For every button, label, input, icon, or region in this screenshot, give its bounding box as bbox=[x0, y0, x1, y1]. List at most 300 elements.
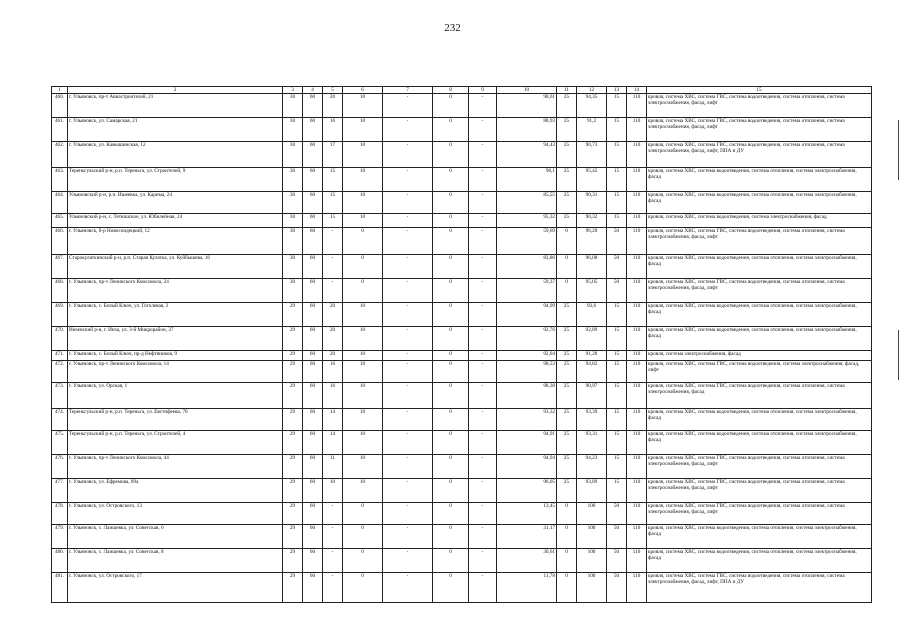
col-9: - bbox=[469, 525, 497, 549]
col-9: - bbox=[469, 383, 497, 409]
row-number: 463. bbox=[52, 168, 68, 192]
col-10: 98,38 bbox=[497, 383, 557, 409]
col-6: 0 bbox=[343, 255, 383, 279]
col-6: 10 bbox=[343, 142, 383, 168]
column-number: 8 bbox=[433, 87, 469, 94]
col-11: 25 bbox=[557, 409, 577, 431]
col-14: 110 bbox=[627, 573, 647, 603]
col-7: - bbox=[383, 214, 433, 228]
col-12: 94,35 bbox=[577, 94, 607, 118]
column-number: 5 bbox=[323, 87, 343, 94]
table-row bbox=[52, 228, 872, 255]
col-7: - bbox=[383, 94, 433, 118]
col-3: 29 bbox=[283, 303, 303, 327]
col-12: 91,28 bbox=[577, 351, 607, 361]
col-13: 15 bbox=[607, 455, 627, 479]
row-number: 479. bbox=[52, 525, 68, 549]
address: г. Ульяновск, пр-т Ленинского Комсомола, 44 bbox=[68, 455, 283, 479]
col-5: 17 bbox=[323, 142, 343, 168]
col-8: 0 bbox=[433, 361, 469, 383]
col-11: 0 bbox=[557, 573, 577, 603]
row-number: 460. bbox=[52, 94, 68, 118]
col-6: 10 bbox=[343, 303, 383, 327]
col-14: 110 bbox=[627, 303, 647, 327]
col-3: 30 bbox=[283, 118, 303, 142]
works-list: кровля, система ХВС, система ГВС, система водоотведения, система отопления, система электроснабжения, фасад, лифт bbox=[647, 479, 872, 503]
column-number: 2 bbox=[68, 87, 283, 94]
col-8: 0 bbox=[433, 479, 469, 503]
col-8: 0 bbox=[433, 192, 469, 214]
col-14: 110 bbox=[627, 549, 647, 573]
col-3: 30 bbox=[283, 94, 303, 118]
col-11: 25 bbox=[557, 94, 577, 118]
col-10: 59,37 bbox=[497, 279, 557, 303]
works-list: кровля, система ХВС, система ГВС, система водоотведения, система отопления, система электроснабжения, фасад, лифт bbox=[647, 503, 872, 525]
address: г. Ульяновск, ул. Островского, 17 bbox=[68, 573, 283, 603]
col-8: 0 bbox=[433, 573, 469, 603]
col-3: 30 bbox=[283, 279, 303, 303]
table-row bbox=[52, 361, 872, 383]
works-list: кровля, система ХВС, система водоотведения, система отопления, система электроснабжения, фасад bbox=[647, 525, 872, 549]
col-9: - bbox=[469, 573, 497, 603]
col-6: 10 bbox=[343, 383, 383, 409]
row-number: 475. bbox=[52, 431, 68, 455]
col-5: 14 bbox=[323, 431, 343, 455]
address: г. Ульяновск, ул. Островского, 13 bbox=[68, 503, 283, 525]
col-8: 0 bbox=[433, 142, 469, 168]
column-number: 10 bbox=[497, 87, 557, 94]
address: г. Ульяновск, б-р Новосондецкий, 12 bbox=[68, 228, 283, 255]
works-list: кровля, система ХВС, система водоотведения, система электроснабжения, фасад bbox=[647, 214, 872, 228]
works-list: кровля, система ХВС, система ГВС, система водоотведения, система отопления, система электроснабжения, фасад, лифт, ППА и ДУ bbox=[647, 142, 872, 168]
col-6: 10 bbox=[343, 351, 383, 361]
col-14: 110 bbox=[627, 192, 647, 214]
works-list: кровля, система ХВС, система водоотведения, система отопления, система электроснабжения, фасад bbox=[647, 549, 872, 573]
row-number: 472. bbox=[52, 361, 68, 383]
col-4: 60 bbox=[303, 431, 323, 455]
col-11: 25 bbox=[557, 118, 577, 142]
col-6: 10 bbox=[343, 192, 383, 214]
table-row bbox=[52, 383, 872, 409]
col-4: 60 bbox=[303, 573, 323, 603]
row-number: 478. bbox=[52, 503, 68, 525]
row-number: 477. bbox=[52, 479, 68, 503]
row-number: 467. bbox=[52, 255, 68, 279]
col-4: 60 bbox=[303, 549, 323, 573]
col-13: 15 bbox=[607, 409, 627, 431]
col-11: 25 bbox=[557, 192, 577, 214]
col-9: - bbox=[469, 255, 497, 279]
col-12: 100 bbox=[577, 503, 607, 525]
col-11: 25 bbox=[557, 383, 577, 409]
col-6: 10 bbox=[343, 118, 383, 142]
col-9: - bbox=[469, 94, 497, 118]
col-3: 30 bbox=[283, 192, 303, 214]
col-4: 60 bbox=[303, 503, 323, 525]
col-7: - bbox=[383, 455, 433, 479]
col-12: 92,89 bbox=[577, 327, 607, 351]
col-9: - bbox=[469, 279, 497, 303]
col-10: 92,04 bbox=[497, 351, 557, 361]
col-5: 11 bbox=[323, 455, 343, 479]
column-number: 1 bbox=[52, 87, 68, 94]
works-list: кровля, система ХВС, система ГВС, система водоотведения, система отопления, система электроснабжения, фасад, лифт bbox=[647, 455, 872, 479]
col-10: 93,32 bbox=[497, 409, 557, 431]
address: г. Ульяновск, ул. Камышинская, 12 bbox=[68, 142, 283, 168]
col-5: 16 bbox=[323, 361, 343, 383]
col-11: 25 bbox=[557, 214, 577, 228]
col-8: 0 bbox=[433, 383, 469, 409]
col-4: 60 bbox=[303, 168, 323, 192]
col-5: 16 bbox=[323, 118, 343, 142]
col-3: 29 bbox=[283, 409, 303, 431]
column-number: 7 bbox=[383, 87, 433, 94]
col-3: 29 bbox=[283, 573, 303, 603]
works-list: кровля, система ХВС, система ГВС, система водоотведения, система отопления, система электроснабжения, фасад, лифт bbox=[647, 94, 872, 118]
col-8: 0 bbox=[433, 214, 469, 228]
col-10: 94,43 bbox=[497, 142, 557, 168]
col-6: 10 bbox=[343, 327, 383, 351]
col-7: - bbox=[383, 192, 433, 214]
col-5: - bbox=[323, 503, 343, 525]
table-row bbox=[52, 351, 872, 361]
col-9: - bbox=[469, 479, 497, 503]
column-number: 14 bbox=[627, 87, 647, 94]
col-8: 0 bbox=[433, 168, 469, 192]
col-3: 29 bbox=[283, 455, 303, 479]
col-4: 60 bbox=[303, 303, 323, 327]
col-13: 50 bbox=[607, 255, 627, 279]
col-7: - bbox=[383, 479, 433, 503]
address: г. Ульяновск, с. Лаишевка, ул. Советская, 6 bbox=[68, 525, 283, 549]
col-11: 25 bbox=[557, 455, 577, 479]
col-12: 100 bbox=[577, 525, 607, 549]
col-8: 0 bbox=[433, 279, 469, 303]
col-4: 60 bbox=[303, 327, 323, 351]
col-14: 110 bbox=[627, 503, 647, 525]
col-5: 20 bbox=[323, 303, 343, 327]
col-5: 10 bbox=[323, 479, 343, 503]
works-list: кровля, система ХВС, система ГВС, система водоотведения, система электроснабжения, фасад, лифт bbox=[647, 361, 872, 383]
row-number: 465. bbox=[52, 214, 68, 228]
works-list: кровля, система ХВС, система водоотведения, система отопления, система электроснабжения, фасад bbox=[647, 409, 872, 431]
col-11: 25 bbox=[557, 361, 577, 383]
col-14: 110 bbox=[627, 142, 647, 168]
col-10: 96,1 bbox=[497, 168, 557, 192]
col-4: 60 bbox=[303, 351, 323, 361]
col-5: - bbox=[323, 279, 343, 303]
col-14: 110 bbox=[627, 168, 647, 192]
table-row bbox=[52, 409, 872, 431]
col-4: 60 bbox=[303, 479, 323, 503]
works-list: кровля, система электроснабжения, фасад bbox=[647, 351, 872, 361]
column-number: 4 bbox=[303, 87, 323, 94]
address: Тереньгульский р-н, р.п. Тереньга, ул. Строителей, 9 bbox=[68, 168, 283, 192]
col-12: 90,31 bbox=[577, 192, 607, 214]
col-12: 94,82 bbox=[577, 361, 607, 383]
col-5: - bbox=[323, 228, 343, 255]
col-5: 20 bbox=[323, 94, 343, 118]
register-table bbox=[51, 86, 872, 603]
table-row bbox=[52, 279, 872, 303]
col-13: 50 bbox=[607, 525, 627, 549]
col-13: 15 bbox=[607, 327, 627, 351]
row-number: 481. bbox=[52, 573, 68, 603]
col-4: 60 bbox=[303, 361, 323, 383]
table-row bbox=[52, 94, 872, 118]
col-6: 0 bbox=[343, 573, 383, 603]
col-5: - bbox=[323, 525, 343, 549]
col-8: 0 bbox=[433, 549, 469, 573]
col-13: 15 bbox=[607, 383, 627, 409]
col-12: 90,73 bbox=[577, 142, 607, 168]
row-number: 469. bbox=[52, 303, 68, 327]
col-14: 110 bbox=[627, 228, 647, 255]
row-number: 480. bbox=[52, 549, 68, 573]
col-7: - bbox=[383, 118, 433, 142]
col-3: 29 bbox=[283, 383, 303, 409]
scan-edge-mark bbox=[898, 330, 899, 380]
col-5: - bbox=[323, 255, 343, 279]
address: Ульяновский р-н, р.п. Ишеевка, ул. Карима, 24 bbox=[68, 192, 283, 214]
col-12: 100 bbox=[577, 573, 607, 603]
address: г. Ульяновск, ул. Самарская, 21 bbox=[68, 118, 283, 142]
column-number: 12 bbox=[577, 87, 607, 94]
col-11: 0 bbox=[557, 255, 577, 279]
table-row bbox=[52, 479, 872, 503]
col-14: 110 bbox=[627, 409, 647, 431]
col-13: 15 bbox=[607, 142, 627, 168]
row-number: 476. bbox=[52, 455, 68, 479]
address: г. Ульяновск, ул. Орская, 1 bbox=[68, 383, 283, 409]
col-3: 30 bbox=[283, 255, 303, 279]
table-row bbox=[52, 303, 872, 327]
col-10: 94,99 bbox=[497, 303, 557, 327]
col-4: 60 bbox=[303, 94, 323, 118]
col-14: 110 bbox=[627, 455, 647, 479]
col-12: 94,23 bbox=[577, 455, 607, 479]
works-list: кровля, система ХВС, система водоотведения, система отопления, система электроснабжения, фасад bbox=[647, 431, 872, 455]
col-8: 0 bbox=[433, 228, 469, 255]
col-3: 29 bbox=[283, 327, 303, 351]
col-5: 15 bbox=[323, 214, 343, 228]
address: г. Ульяновск, с. Белый Ключ, ул. Гоголевая, 2 bbox=[68, 303, 283, 327]
col-12: 96,28 bbox=[577, 228, 607, 255]
col-8: 0 bbox=[433, 351, 469, 361]
col-3: 29 bbox=[283, 431, 303, 455]
table-row bbox=[52, 431, 872, 455]
col-4: 60 bbox=[303, 279, 323, 303]
col-13: 15 bbox=[607, 192, 627, 214]
col-7: - bbox=[383, 303, 433, 327]
col-9: - bbox=[469, 214, 497, 228]
col-11: 25 bbox=[557, 479, 577, 503]
col-10: 30,61 bbox=[497, 549, 557, 573]
col-8: 0 bbox=[433, 327, 469, 351]
col-4: 60 bbox=[303, 409, 323, 431]
col-7: - bbox=[383, 549, 433, 573]
col-7: - bbox=[383, 228, 433, 255]
col-13: 15 bbox=[607, 303, 627, 327]
col-9: - bbox=[469, 361, 497, 383]
works-list: кровля, система ХВС, система ГВС, система водоотведения, система отопления, система электроснабжения, фасад, лифт, ППА и ДУ bbox=[647, 573, 872, 603]
col-7: - bbox=[383, 279, 433, 303]
works-list: кровля, система ХВС, система ГВС, система водоотведения, система отопления, система электроснабжения, фасад, лифт bbox=[647, 118, 872, 142]
row-number: 461. bbox=[52, 118, 68, 142]
col-14: 110 bbox=[627, 118, 647, 142]
col-7: - bbox=[383, 409, 433, 431]
col-14: 110 bbox=[627, 327, 647, 351]
col-13: 50 bbox=[607, 503, 627, 525]
col-13: 15 bbox=[607, 168, 627, 192]
col-7: - bbox=[383, 361, 433, 383]
col-13: 50 bbox=[607, 549, 627, 573]
col-12: 93,31 bbox=[577, 431, 607, 455]
col-7: - bbox=[383, 255, 433, 279]
col-7: - bbox=[383, 383, 433, 409]
col-12: 95,42 bbox=[577, 168, 607, 192]
row-number: 466. bbox=[52, 228, 68, 255]
col-10: 92,76 bbox=[497, 327, 557, 351]
col-6: 0 bbox=[343, 525, 383, 549]
col-10: 98,53 bbox=[497, 361, 557, 383]
col-9: - bbox=[469, 327, 497, 351]
works-list: кровля, система ХВС, система водоотведения, система отопления, система электроснабжения, фасад bbox=[647, 255, 872, 279]
col-8: 0 bbox=[433, 503, 469, 525]
row-number: 468. bbox=[52, 279, 68, 303]
col-14: 110 bbox=[627, 279, 647, 303]
col-8: 0 bbox=[433, 94, 469, 118]
col-12: 90,97 bbox=[577, 383, 607, 409]
col-13: 50 bbox=[607, 279, 627, 303]
col-5: - bbox=[323, 549, 343, 573]
scan-edge-mark bbox=[898, 120, 899, 180]
column-number: 15 bbox=[647, 87, 872, 94]
col-11: 0 bbox=[557, 279, 577, 303]
col-11: 0 bbox=[557, 228, 577, 255]
column-number: 11 bbox=[557, 87, 577, 94]
col-11: 25 bbox=[557, 303, 577, 327]
col-3: 29 bbox=[283, 525, 303, 549]
col-8: 0 bbox=[433, 409, 469, 431]
column-number: 6 bbox=[343, 87, 383, 94]
col-12: 91,2 bbox=[577, 118, 607, 142]
col-14: 110 bbox=[627, 214, 647, 228]
col-3: 30 bbox=[283, 214, 303, 228]
col-12: 100 bbox=[577, 549, 607, 573]
col-3: 29 bbox=[283, 549, 303, 573]
col-13: 15 bbox=[607, 214, 627, 228]
col-10: 94,94 bbox=[497, 455, 557, 479]
col-9: - bbox=[469, 431, 497, 455]
col-14: 110 bbox=[627, 361, 647, 383]
address: г. Ульяновск, с. Лаишевка, ул. Советская, 8 bbox=[68, 549, 283, 573]
row-number: 471. bbox=[52, 351, 68, 361]
col-7: - bbox=[383, 142, 433, 168]
row-number: 470. bbox=[52, 327, 68, 351]
table-row bbox=[52, 118, 872, 142]
works-list: кровля, система ХВС, система водоотведения, система отопления, система электроснабжения, фасад bbox=[647, 303, 872, 327]
col-10: 11,78 bbox=[497, 573, 557, 603]
column-number: 9 bbox=[469, 87, 497, 94]
col-13: 15 bbox=[607, 479, 627, 503]
col-10: 59,69 bbox=[497, 228, 557, 255]
col-6: 0 bbox=[343, 228, 383, 255]
col-10: 13,45 bbox=[497, 503, 557, 525]
col-4: 60 bbox=[303, 214, 323, 228]
works-list: кровля, система ХВС, система ГВС, система водоотведения, система отопления, система электроснабжения, фасад bbox=[647, 383, 872, 409]
col-12: 93,89 bbox=[577, 479, 607, 503]
table-row bbox=[52, 214, 872, 228]
col-9: - bbox=[469, 118, 497, 142]
works-list: кровля, система ХВС, система ГВС, система водоотведения, система отопления, система электроснабжения, фасад, лифт bbox=[647, 279, 872, 303]
col-10: 96,05 bbox=[497, 479, 557, 503]
table-row bbox=[52, 168, 872, 192]
col-5: 16 bbox=[323, 383, 343, 409]
address: г. Ульяновск, ул. Ефремова, 89а bbox=[68, 479, 283, 503]
table-row bbox=[52, 503, 872, 525]
col-6: 10 bbox=[343, 479, 383, 503]
col-9: - bbox=[469, 503, 497, 525]
col-10: 94,91 bbox=[497, 431, 557, 455]
col-7: - bbox=[383, 431, 433, 455]
col-10: 95,32 bbox=[497, 214, 557, 228]
col-3: 30 bbox=[283, 228, 303, 255]
col-11: 25 bbox=[557, 327, 577, 351]
col-3: 30 bbox=[283, 142, 303, 168]
col-4: 60 bbox=[303, 455, 323, 479]
col-8: 0 bbox=[433, 431, 469, 455]
col-12: 95,05 bbox=[577, 279, 607, 303]
works-list: кровля, система ХВС, система ГВС, система водоотведения, система отопления, система электроснабжения, фасад, лифт bbox=[647, 228, 872, 255]
col-9: - bbox=[469, 549, 497, 573]
col-3: 29 bbox=[283, 361, 303, 383]
col-6: 10 bbox=[343, 94, 383, 118]
col-14: 110 bbox=[627, 255, 647, 279]
col-13: 50 bbox=[607, 573, 627, 603]
col-6: 0 bbox=[343, 279, 383, 303]
address: г. Ульяновск, пр-т Авиастроителей, 21 bbox=[68, 94, 283, 118]
address: г. Ульяновск, пр-т Ленинского Комсомола, 14 bbox=[68, 361, 283, 383]
table-row bbox=[52, 525, 872, 549]
col-5: 20 bbox=[323, 327, 343, 351]
col-12: 93,39 bbox=[577, 409, 607, 431]
col-13: 50 bbox=[607, 228, 627, 255]
works-list: кровля, система ХВС, система водоотведения, система отопления, система электроснабжения, фасад bbox=[647, 168, 872, 192]
col-4: 60 bbox=[303, 255, 323, 279]
col-6: 10 bbox=[343, 455, 383, 479]
col-13: 15 bbox=[607, 431, 627, 455]
col-10: 98,61 bbox=[497, 94, 557, 118]
col-11: 25 bbox=[557, 431, 577, 455]
col-8: 0 bbox=[433, 455, 469, 479]
column-number-header-row bbox=[52, 87, 872, 94]
col-4: 60 bbox=[303, 383, 323, 409]
col-14: 110 bbox=[627, 525, 647, 549]
col-11: 25 bbox=[557, 168, 577, 192]
col-8: 0 bbox=[433, 255, 469, 279]
col-14: 110 bbox=[627, 479, 647, 503]
col-8: 0 bbox=[433, 303, 469, 327]
col-7: - bbox=[383, 351, 433, 361]
col-6: 10 bbox=[343, 361, 383, 383]
col-10: 88,93 bbox=[497, 118, 557, 142]
address: Инзенский р-н, г. Инза, ул. 3-й Микрорайон, 37 bbox=[68, 327, 283, 351]
row-number: 462. bbox=[52, 142, 68, 168]
col-9: - bbox=[469, 168, 497, 192]
col-3: 29 bbox=[283, 503, 303, 525]
col-10: 83,86 bbox=[497, 255, 557, 279]
